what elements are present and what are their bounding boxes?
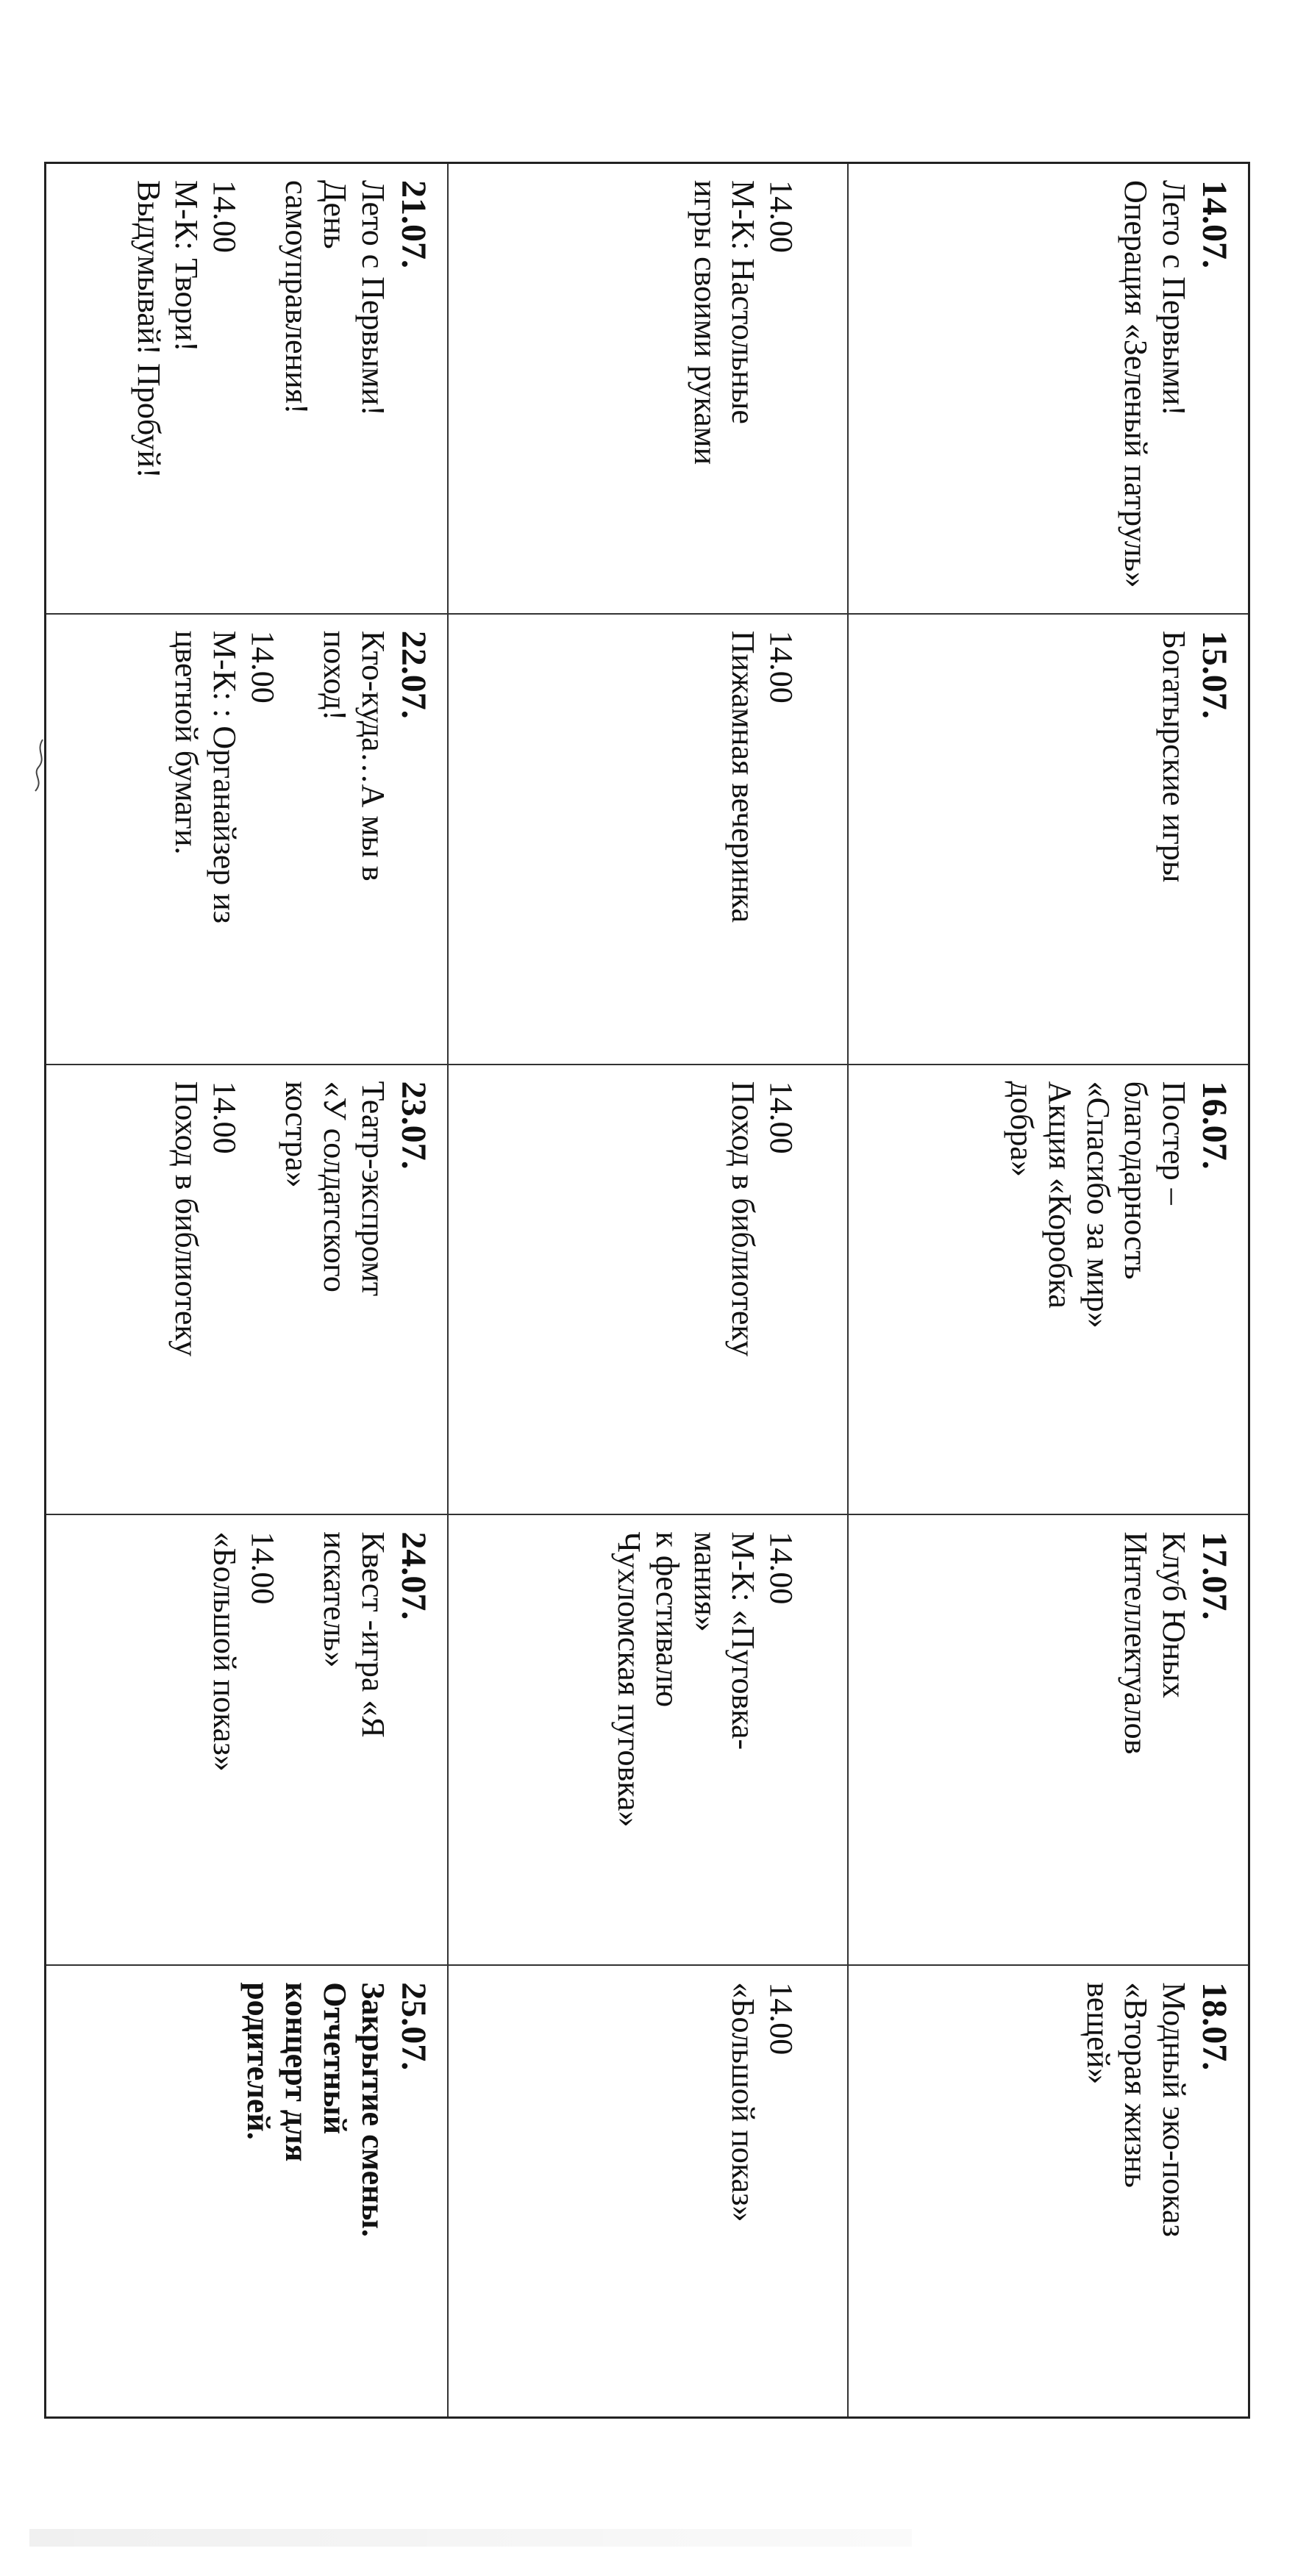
cell-date: 15.07. [1195, 630, 1234, 719]
cell-activity: Поход в библиотеку [168, 1081, 205, 1357]
cell-date: 22.07. [393, 630, 433, 719]
cell-activity: Пижамная вечеринка [725, 630, 762, 923]
cell-event: Квест -игра «Я искатель» [317, 1531, 392, 1738]
schedule-cell [447, 164, 848, 615]
cell-event: Клуб Юных Интеллектуалов [1118, 1531, 1193, 1755]
cell-activity: М-К: Настольные игры своими руками [687, 180, 762, 465]
cell-time: 14.00 [763, 1982, 800, 2056]
schedule-cell [46, 1966, 447, 2416]
cell-date: 18.07. [1195, 1982, 1234, 2071]
scan-edge-shade [29, 2529, 912, 2547]
cell-date: 17.07. [1195, 1531, 1234, 1620]
pen-mark [22, 735, 51, 794]
cell-activity: М-К: Твори! Выдумывай! Пробуй! [130, 180, 205, 479]
cell-time: 14.00 [207, 1081, 243, 1154]
cell-event: Модный эко-показ «Вторая жизнь вещей» [1080, 1982, 1193, 2237]
cell-time: 14.00 [763, 180, 800, 253]
schedule-cell [46, 1065, 447, 1516]
schedule-cell [447, 1966, 848, 2416]
schedule-table [44, 162, 1250, 2419]
schedule-cell [847, 1966, 1248, 2416]
cell-time: 14.00 [763, 1081, 800, 1154]
cell-event: Кто-куда…А мы в поход! [317, 630, 392, 881]
cell-event: Постер – благодарность «Спасибо за мир» Акция «Коробка добра» [1003, 1081, 1193, 1328]
schedule-cell [447, 1065, 848, 1516]
rotated-page [44, 162, 1250, 2419]
schedule-cell [847, 1065, 1248, 1516]
cell-time: 14.00 [245, 630, 282, 704]
cell-event: Лето с Первыми! Операция «Зеленый патруль» [1118, 180, 1193, 588]
cell-date: 16.07. [1195, 1081, 1234, 1170]
schedule-cell [447, 1515, 848, 1966]
cell-activity: «Большой показ» [207, 1531, 243, 1772]
schedule-cell [847, 164, 1248, 615]
cell-time: 14.00 [207, 180, 243, 253]
cell-time: 14.00 [763, 1531, 800, 1605]
cell-date: 14.07. [1195, 180, 1234, 268]
schedule-cell [447, 615, 848, 1065]
cell-date: 25.07. [393, 1982, 433, 2071]
cell-date: 21.07. [393, 180, 433, 268]
cell-activity: «Большой показ» [725, 1982, 762, 2222]
cell-time: 14.00 [245, 1531, 282, 1605]
cell-activity: Поход в библиотеку [725, 1081, 762, 1357]
cell-event: Лето с Первыми! День самоуправления! [279, 180, 392, 416]
cell-activity: М-К: : Органайзер из цветной бумаги. [168, 630, 243, 924]
cell-activity: М-К: «Пуговка- мания» к фестивалю Чухломская пуговка» [610, 1531, 762, 1828]
cell-event: Театр-экспромт «У солдатского костра» [279, 1081, 392, 1297]
cell-event: Закрытие смены. Отчетный концерт для родителей. [240, 1982, 392, 2237]
cell-date: 24.07. [393, 1531, 433, 1620]
cell-event: Богатырские игры [1156, 630, 1193, 883]
schedule-cell [847, 1515, 1248, 1966]
cell-date: 23.07. [393, 1081, 433, 1170]
schedule-cell [46, 615, 447, 1065]
cell-time: 14.00 [763, 630, 800, 704]
schedule-cell [46, 1515, 447, 1966]
schedule-cell [847, 615, 1248, 1065]
schedule-cell [46, 164, 447, 615]
